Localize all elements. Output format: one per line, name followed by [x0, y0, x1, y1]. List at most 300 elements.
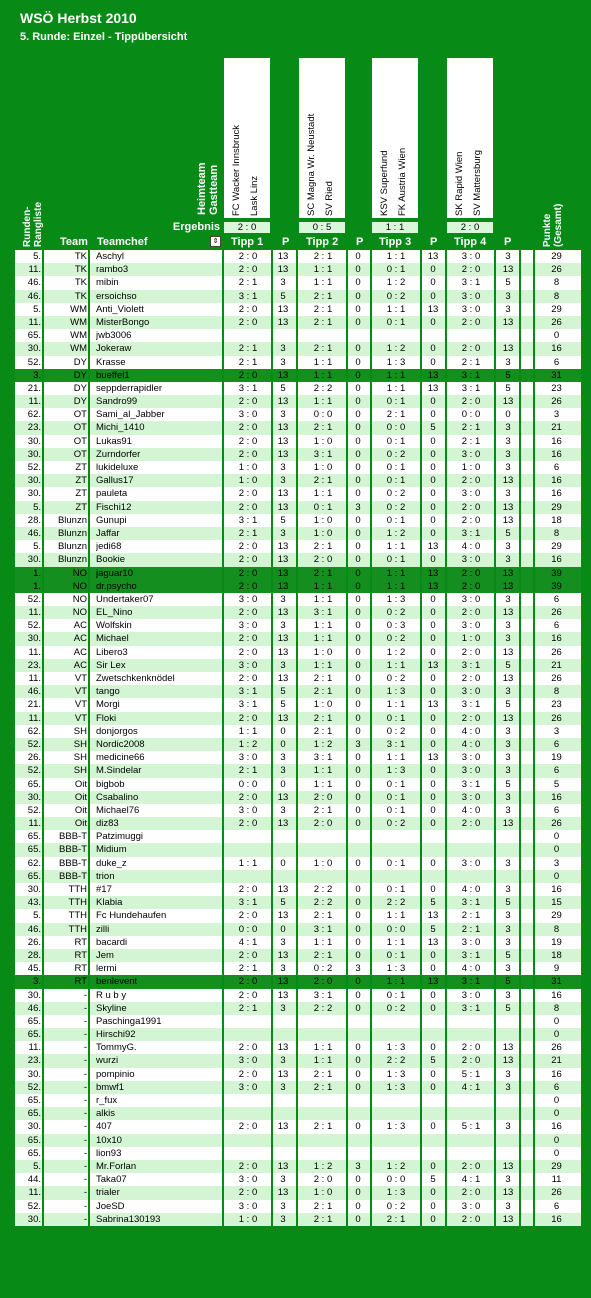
cell-punkte: 16 [551, 633, 562, 645]
cell-rank: 46. [27, 1002, 41, 1014]
cell-tipp2: 0 : 0 [313, 409, 333, 421]
cell-punkte: 0 [553, 831, 560, 843]
col-header-teamchef: Teamchef [97, 236, 148, 248]
cell-tipp4: 3 : 1 [461, 897, 481, 909]
cell-tipp4: 2 : 1 [461, 356, 481, 368]
table-row [15, 659, 581, 672]
cell-rank: 30. [27, 989, 41, 1001]
heimteam-label: Heimteam [196, 162, 208, 215]
table-row [15, 685, 581, 698]
cell-p3: 0 [430, 1081, 436, 1093]
cell-teamchef: zilli [96, 923, 110, 935]
cell-tipp3: 1 : 1 [386, 567, 406, 579]
cell-tipp1: 2 : 0 [238, 1187, 258, 1199]
cell-team: - [83, 1055, 87, 1067]
cell-p1: 13 [277, 1042, 289, 1054]
cell-punkte: 23 [551, 699, 562, 711]
cell-p3: 0 [430, 501, 436, 513]
cell-p4: 13 [502, 514, 514, 526]
cell-p2: 0 [355, 1121, 361, 1133]
cell-tipp3: 0 : 1 [386, 264, 406, 276]
cell-rank: 52. [27, 462, 41, 473]
cell-punkte: 8 [553, 290, 560, 302]
cell-tipp1: 1 : 1 [238, 725, 258, 737]
cell-p1: 3 [280, 765, 286, 777]
cell-team: - [83, 1134, 87, 1146]
col-header-p4: P [504, 236, 512, 248]
cell-tipp1: 2 : 1 [238, 1002, 258, 1014]
cell-p4: 3 [505, 422, 511, 434]
cell-p4: 3 [505, 884, 511, 895]
cell-tipp4: 4 : 1 [461, 1174, 481, 1186]
cell-tipp1: 3 : 0 [238, 659, 258, 671]
cell-tipp4: 3 : 0 [461, 857, 481, 869]
cell-rank: 52. [27, 765, 41, 777]
table-row [15, 1120, 581, 1133]
cell-tipp3: 0 : 2 [386, 673, 406, 684]
table-row [15, 778, 581, 791]
cell-tipp4: 2 : 0 [461, 475, 481, 487]
column-divider [533, 250, 535, 1283]
cell-team: DY [73, 356, 87, 368]
table-row [15, 553, 581, 566]
cell-rank: 21. [27, 382, 41, 394]
cell-teamchef: Michael76 [96, 804, 140, 816]
table-row [15, 764, 581, 777]
cell-tipp3: 0 : 2 [386, 448, 406, 460]
match-1-header [224, 58, 270, 218]
cell-tipp2: 1 : 0 [313, 462, 333, 473]
cell-tipp1: 2 : 0 [238, 818, 258, 830]
cell-tipp2: 1 : 1 [313, 580, 333, 592]
table-row [15, 817, 581, 830]
cell-tipp4: 3 : 1 [461, 699, 481, 711]
table-row [15, 408, 581, 421]
cell-p1: 13 [277, 607, 289, 619]
cell-p2: 0 [355, 778, 361, 790]
ergebnis-label: Ergebnis [172, 221, 220, 233]
cell-tipp1: 1 : 1 [238, 857, 258, 869]
cell-p3: 0 [430, 290, 436, 302]
cell-teamchef: Jem [96, 949, 114, 961]
match-3-result: 1 : 1 [372, 222, 418, 233]
cell-tipp3: 1 : 2 [386, 646, 406, 658]
cell-rank: 30. [27, 554, 41, 566]
cell-p2: 0 [355, 659, 361, 671]
page-subtitle: 5. Runde: Einzel - Tippübersicht [20, 31, 188, 43]
cell-p1: 0 [280, 857, 286, 869]
cell-p2: 0 [355, 593, 361, 605]
cell-tipp3: 0 : 2 [386, 488, 406, 500]
cell-p4: 3 [505, 963, 511, 975]
cell-team: - [83, 1174, 87, 1186]
cell-tipp4: 2 : 1 [461, 910, 481, 922]
cell-tipp4: 3 : 0 [461, 554, 481, 566]
cell-p3: 13 [427, 541, 439, 553]
table-row [15, 725, 581, 738]
cell-tipp1: 2 : 0 [238, 607, 258, 619]
cell-p4: 5 [505, 527, 511, 539]
cell-p1: 3 [280, 527, 286, 539]
cell-rank: 65. [27, 844, 41, 856]
cell-punkte: 26 [551, 607, 562, 619]
cell-team: - [83, 1147, 87, 1159]
cell-p3: 5 [430, 1174, 436, 1186]
cell-tipp1: 2 : 0 [238, 501, 258, 513]
cell-p1: 13 [277, 976, 289, 988]
cell-p1: 13 [277, 884, 289, 895]
table-row [15, 909, 581, 922]
cell-team: - [83, 1081, 87, 1093]
cell-p2: 0 [355, 884, 361, 895]
cell-teamchef: Sabrina130193 [96, 1213, 161, 1225]
cell-p1: 3 [280, 1081, 286, 1093]
cell-teamchef: Patzimuggi [96, 831, 143, 843]
cell-team: DY [73, 396, 87, 408]
cell-team: NO [72, 593, 87, 605]
cell-tipp4: 3 : 0 [461, 290, 481, 302]
cell-p2: 0 [355, 857, 361, 869]
cell-tipp4: 3 : 0 [461, 593, 481, 605]
column-divider [445, 250, 447, 1283]
table-row [15, 580, 581, 593]
cell-p2: 0 [355, 1042, 361, 1054]
cell-p3: 0 [430, 1200, 436, 1212]
table-row [15, 316, 581, 329]
cell-p1: 13 [277, 541, 289, 553]
cell-teamchef: Gallus17 [96, 475, 134, 487]
table-row [15, 804, 581, 817]
cell-punkte: 16 [551, 475, 562, 487]
cell-tipp3: 1 : 2 [386, 277, 406, 289]
cell-tipp2: 2 : 1 [313, 290, 333, 302]
cell-punkte: 26 [551, 818, 562, 830]
cell-punkte: 6 [553, 1081, 560, 1093]
cell-rank: 11. [28, 673, 41, 684]
cell-tipp4: 3 : 0 [461, 686, 481, 698]
cell-p1: 13 [277, 910, 289, 922]
table-row [15, 883, 581, 896]
cell-punkte: 0 [553, 1147, 560, 1159]
cell-p3: 0 [430, 277, 436, 289]
cell-teamchef: mibin [96, 277, 119, 289]
cell-p4: 5 [505, 897, 511, 909]
cell-p4: 13 [502, 818, 514, 830]
cell-punkte: 16 [551, 554, 562, 566]
cell-p4: 13 [502, 316, 514, 328]
cell-tipp3: 1 : 3 [386, 963, 406, 975]
cell-rank: 5. [33, 251, 41, 262]
cell-tipp4: 2 : 0 [461, 1213, 481, 1225]
cell-p2: 0 [355, 435, 361, 447]
cell-team: WM [70, 330, 87, 342]
cell-p2: 0 [355, 936, 361, 948]
cell-p4: 3 [505, 1068, 511, 1080]
cell-tipp3: 0 : 1 [386, 857, 406, 869]
cell-tipp2: 2 : 1 [313, 1213, 333, 1225]
cell-tipp1: 2 : 0 [238, 422, 258, 434]
cell-p3: 0 [430, 435, 436, 447]
table-row [15, 606, 581, 619]
cell-tipp1: 2 : 1 [238, 765, 258, 777]
cell-tipp3: 1 : 1 [386, 369, 406, 381]
cell-p1: 13 [277, 1187, 289, 1199]
cell-tipp1: 3 : 0 [238, 620, 258, 632]
sort-icon[interactable]: ⇕ [210, 236, 221, 247]
cell-punkte: 6 [553, 765, 560, 777]
cell-p3: 13 [427, 303, 439, 315]
cell-p3: 0 [430, 356, 436, 368]
cell-tipp4: 2 : 0 [461, 396, 481, 408]
cell-teamchef: Krasse [96, 356, 126, 368]
cell-rank: 30. [27, 475, 41, 487]
cell-tipp4: 4 : 1 [461, 1081, 481, 1093]
cell-tipp3: 1 : 1 [386, 976, 406, 988]
cell-punkte: 16 [551, 488, 562, 500]
cell-p3: 13 [427, 910, 439, 922]
cell-tipp3: 0 : 2 [386, 818, 406, 830]
table-row [15, 1107, 581, 1120]
cell-p4: 3 [505, 936, 511, 948]
cell-p4: 3 [505, 1121, 511, 1133]
cell-p2: 0 [355, 765, 361, 777]
cell-p2: 0 [355, 949, 361, 961]
cell-tipp2: 2 : 2 [313, 897, 333, 909]
cell-tipp4: 3 : 1 [461, 277, 481, 289]
cell-punkte: 16 [551, 884, 562, 895]
table-row [15, 791, 581, 804]
table-row [15, 435, 581, 448]
cell-team: BBB-T [59, 844, 87, 856]
cell-p3: 0 [430, 949, 436, 961]
cell-teamchef: Csabalino [96, 791, 139, 803]
cell-punkte: 0 [553, 1095, 560, 1106]
table-row [15, 751, 581, 764]
table-row [15, 1081, 581, 1094]
cell-punkte: 31 [551, 369, 562, 381]
cell-tipp2: 1 : 0 [313, 435, 333, 447]
cell-p2: 3 [355, 738, 361, 750]
cell-p4: 3 [505, 462, 511, 473]
cell-rank: 11. [28, 818, 41, 830]
cell-tipp4: 2 : 0 [461, 343, 481, 355]
cell-tipp2: 2 : 1 [313, 1068, 333, 1080]
cell-p4: 3 [505, 554, 511, 566]
cell-rank: 30. [27, 1068, 41, 1080]
table-row [15, 501, 581, 514]
cell-p1: 13 [277, 949, 289, 961]
table-row [15, 1134, 581, 1147]
cell-tipp1: 1 : 0 [238, 1213, 258, 1225]
cell-rank: 5. [33, 1160, 41, 1172]
cell-p4: 13 [502, 1187, 514, 1199]
cell-tipp3: 1 : 3 [386, 1068, 406, 1080]
cell-tipp3: 2 : 1 [386, 1213, 406, 1225]
cell-p4: 5 [505, 949, 511, 961]
cell-teamchef: Anti_Violett [96, 303, 144, 315]
cell-tipp1: 2 : 1 [238, 527, 258, 539]
cell-p4: 13 [502, 264, 514, 276]
cell-tipp1: 2 : 1 [238, 963, 258, 975]
table-row [15, 1041, 581, 1054]
cell-tipp1: 3 : 1 [238, 686, 258, 698]
cell-tipp1: 2 : 0 [238, 633, 258, 645]
match-1-result: 2 : 0 [224, 222, 270, 233]
cell-tipp3: 0 : 0 [386, 1174, 406, 1186]
cell-team: NO [72, 580, 87, 592]
cell-tipp1: 2 : 1 [238, 356, 258, 368]
cell-tipp3: 0 : 0 [386, 422, 406, 434]
cell-team: - [83, 1015, 87, 1027]
cell-tipp2: 1 : 1 [313, 488, 333, 500]
cell-punkte: 16 [551, 791, 562, 803]
cell-tipp1: 2 : 0 [238, 1160, 258, 1172]
cell-punkte: 26 [551, 316, 562, 328]
cell-p4: 5 [505, 778, 511, 790]
cell-rank: 30. [27, 884, 41, 895]
cell-teamchef: rambo3 [96, 264, 129, 276]
cell-tipp3: 1 : 1 [386, 659, 406, 671]
table-row [15, 712, 581, 725]
cell-tipp3: 1 : 2 [386, 343, 406, 355]
cell-p3: 13 [427, 752, 439, 764]
cell-rank: 1. [33, 580, 41, 592]
cell-tipp3: 0 : 1 [386, 435, 406, 447]
cell-p3: 0 [430, 712, 436, 724]
cell-team: Oit [74, 778, 87, 790]
cell-p1: 13 [277, 501, 289, 513]
table-row [15, 989, 581, 1002]
cell-p2: 0 [355, 712, 361, 724]
cell-tipp1: 2 : 0 [238, 435, 258, 447]
cell-rank: 5. [33, 303, 41, 315]
cell-p4: 3 [505, 857, 511, 869]
cell-p2: 0 [355, 607, 361, 619]
cell-rank: 62. [27, 409, 41, 421]
table-row [15, 342, 581, 355]
cell-tipp1: 2 : 0 [238, 396, 258, 408]
cell-tipp2: 2 : 2 [313, 884, 333, 895]
cell-punkte: 0 [553, 1108, 560, 1120]
cell-teamchef: Mr.Forlan [96, 1160, 137, 1172]
cell-tipp2: 2 : 1 [313, 541, 333, 553]
cell-p4: 13 [502, 646, 514, 658]
cell-tipp2: 1 : 0 [313, 646, 333, 658]
cell-punkte: 3 [553, 409, 560, 421]
cell-rank: 28. [27, 514, 41, 526]
table-row [15, 329, 581, 342]
cell-tipp2: 1 : 1 [313, 765, 333, 777]
cell-teamchef: Klabia [96, 897, 123, 909]
cell-p3: 0 [430, 1121, 436, 1133]
cell-p4: 3 [505, 752, 511, 764]
cell-p3: 13 [427, 251, 439, 262]
cell-p1: 3 [280, 356, 286, 368]
cell-rank: 23. [27, 422, 41, 434]
cell-p1: 13 [277, 818, 289, 830]
cell-punkte: 0 [553, 1015, 560, 1027]
cell-tipp4: 2 : 0 [461, 264, 481, 276]
cell-tipp2: 3 : 1 [313, 989, 333, 1001]
cell-tipp1: 2 : 0 [238, 303, 258, 315]
cell-rank: 52. [27, 356, 41, 368]
cell-p1: 13 [277, 316, 289, 328]
cell-tipp3: 1 : 1 [386, 910, 406, 922]
cell-team: SH [73, 725, 87, 737]
cell-tipp4: 3 : 0 [461, 791, 481, 803]
cell-tipp1: 2 : 0 [238, 541, 258, 553]
column-divider [346, 250, 348, 1283]
cell-p4: 5 [505, 1002, 511, 1014]
col-header-p3: P [430, 236, 438, 248]
cell-tipp4: 2 : 0 [461, 646, 481, 658]
cell-tipp1: 0 : 0 [238, 923, 258, 935]
table-row [15, 949, 581, 962]
cell-rank: 23. [27, 659, 41, 671]
cell-punkte: 9 [553, 963, 560, 975]
cell-rank: 11. [28, 712, 41, 724]
cell-tipp2: 2 : 0 [313, 976, 333, 988]
cell-tipp4: 1 : 0 [461, 633, 481, 645]
cell-teamchef: Paschinga1991 [96, 1015, 162, 1027]
cell-punkte: 16 [551, 1068, 562, 1080]
cell-p4: 3 [505, 765, 511, 777]
cell-tipp1: 2 : 0 [238, 712, 258, 724]
cell-punkte: 5 [553, 778, 560, 790]
cell-team: TK [74, 290, 87, 302]
cell-p4: 3 [505, 686, 511, 698]
table-row [15, 540, 581, 553]
cell-tipp4: 3 : 1 [461, 1002, 481, 1014]
cell-tipp2: 1 : 1 [313, 593, 333, 605]
cell-p1: 3 [280, 475, 286, 487]
cell-teamchef: trion [96, 870, 115, 882]
table-row [15, 395, 581, 408]
cell-punkte: 39 [551, 580, 562, 592]
cell-punkte: 18 [551, 949, 562, 961]
cell-p2: 0 [355, 382, 361, 394]
cell-team: - [83, 1029, 87, 1041]
cell-p1: 3 [280, 620, 286, 632]
cell-p4: 13 [502, 1042, 514, 1054]
cell-p3: 0 [430, 818, 436, 830]
cell-p4: 5 [505, 976, 511, 988]
cell-tipp1: 2 : 1 [238, 277, 258, 289]
cell-team: VT [74, 686, 87, 698]
cell-tipp1: 0 : 0 [238, 778, 258, 790]
cell-team: NO [72, 567, 87, 579]
cell-tipp4: 2 : 0 [461, 673, 481, 684]
table-row [15, 448, 581, 461]
cell-tipp3: 0 : 1 [386, 475, 406, 487]
cell-punkte: 26 [551, 264, 562, 276]
cell-punkte: 19 [551, 936, 562, 948]
cell-p3: 0 [430, 633, 436, 645]
cell-p3: 0 [430, 264, 436, 276]
cell-punkte: 16 [551, 448, 562, 460]
cell-tipp1: 3 : 0 [238, 1174, 258, 1186]
cell-tipp1: 4 : 1 [238, 936, 258, 948]
cell-punkte: 8 [553, 686, 560, 698]
cell-p3: 0 [430, 488, 436, 500]
cell-p1: 3 [280, 343, 286, 355]
cell-p2: 3 [355, 1160, 361, 1172]
cell-p4: 13 [502, 343, 514, 355]
table-row [15, 975, 581, 988]
cell-p4: 13 [502, 1055, 514, 1067]
cell-team: OT [73, 448, 87, 460]
cell-teamchef: pompinio [96, 1068, 135, 1080]
